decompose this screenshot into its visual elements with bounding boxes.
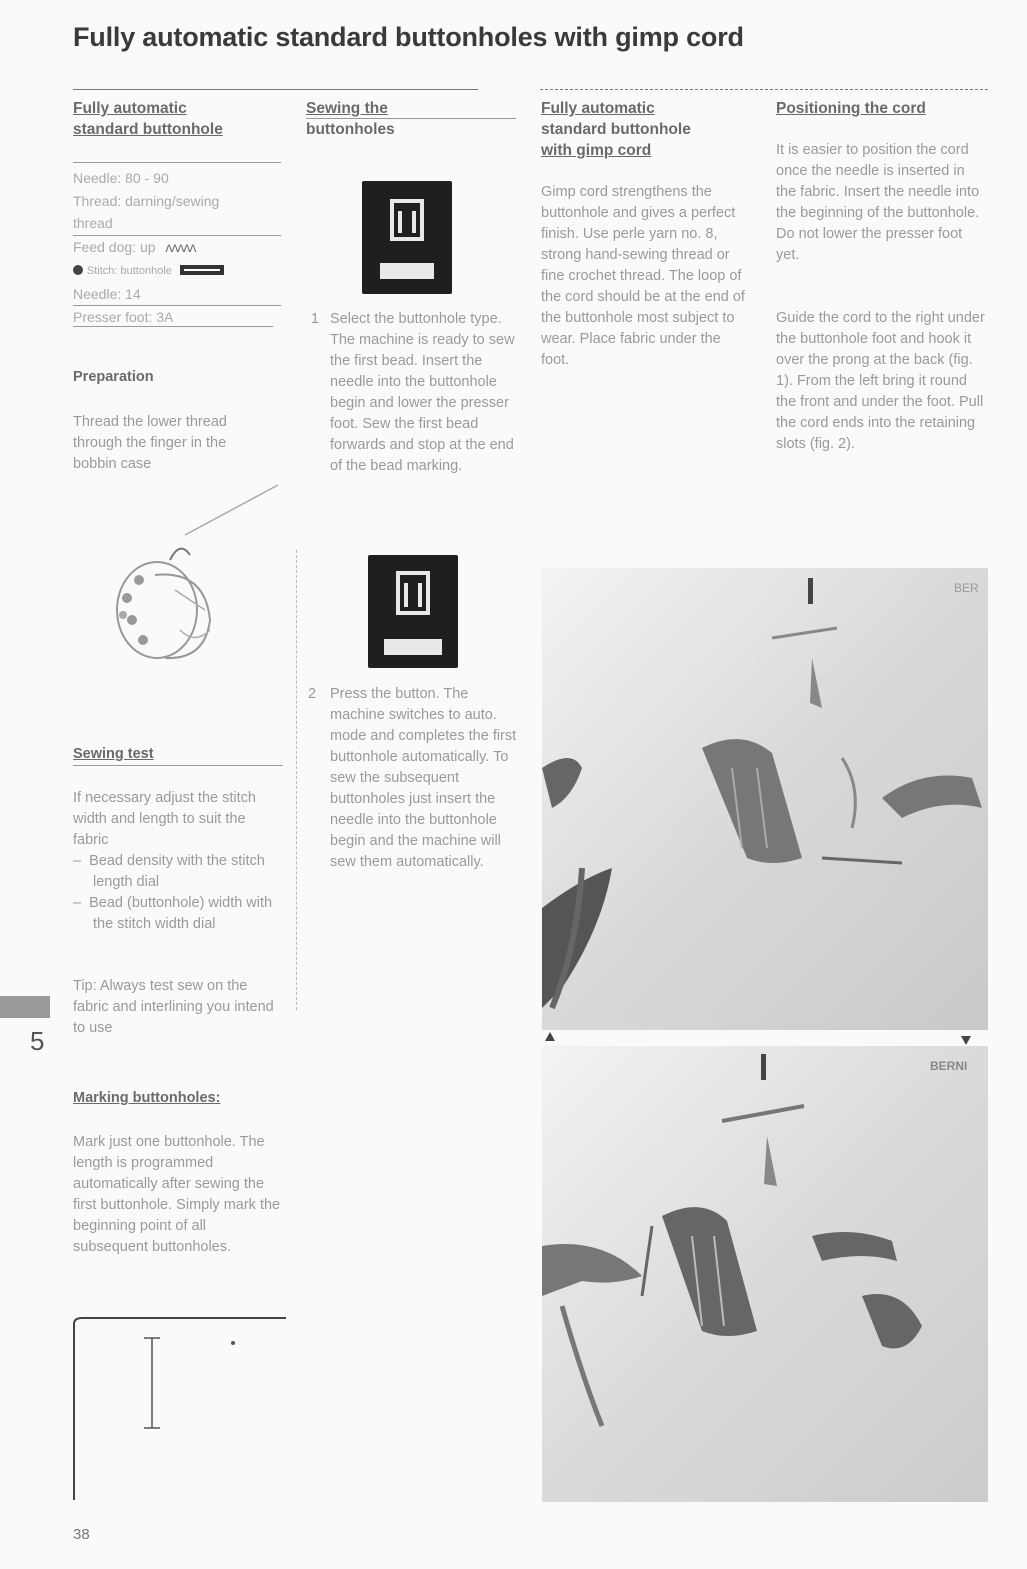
brand-label-2: BERNI	[930, 1059, 968, 1073]
preparation-text: Thread the lower thread through the finger in the bobbin case	[73, 414, 227, 472]
column-separator	[296, 550, 297, 1010]
photo-fig-1	[542, 568, 988, 1030]
spec-needle: Needle: 80 - 90	[73, 170, 169, 186]
spec-rule-top	[73, 162, 281, 163]
col3-text: Gimp cord strengthens the buttonhole and gives a perfect finish. Use perle yarn no. 8, strong hand-sewing thread or fine crochet thread. The loop of the cord should be at the end of the buttonhole most subject to wear. Place fabric under the foot.	[541, 184, 745, 368]
spec-presser-foot: Presser foot: 3A	[73, 309, 174, 325]
zigzag-icon: ʌʌʌʌʌ	[165, 238, 196, 255]
sewing-test-item-2: – Bead (buttonhole) width with the stitch width dial	[73, 895, 273, 932]
buttonhole-symbol-icon	[180, 265, 224, 275]
fig1-down-arrow-icon	[961, 1036, 971, 1045]
step2-number: 2	[308, 686, 317, 702]
marking-heading: Marking buttonholes:	[73, 1090, 221, 1106]
sewing-test-heading: Sewing test	[73, 746, 154, 762]
spec-feed-dog: Feed dog: up ʌʌʌʌʌ	[73, 238, 196, 255]
spec-stitch: Stitch: buttonhole	[73, 258, 283, 283]
sewing-test-rule	[73, 765, 283, 766]
sewing-test-list	[73, 851, 278, 935]
col4-heading: Positioning the cord	[776, 100, 926, 117]
spec-thread: Thread: darning/sewing	[73, 192, 220, 209]
spec-list	[73, 167, 283, 329]
chapter-number: 5	[30, 1026, 45, 1056]
stitch-dot-icon	[73, 265, 83, 275]
spec-needle-pos: Needle: 14	[73, 285, 141, 302]
step2-text: Press the button. The machine switches to auto. mode and completes the first buttonhole automatically. To sew the subsequent buttonholes just insert the needle into the buttonhole begin and the machine will sew them automatically.	[330, 686, 517, 870]
gimp-cord-fig2-illustration	[542, 1046, 988, 1502]
tip-text: Tip: Always test sew on the fabric and interlining you intend to use	[73, 978, 274, 1036]
buttonhole-display-icon-1	[362, 181, 452, 294]
bobbin-case-illustration	[95, 480, 285, 690]
step1-number: 1	[311, 311, 320, 327]
photo-fig-2	[542, 1046, 988, 1502]
top-rule-right	[540, 89, 988, 90]
spec-rule-bottom	[73, 326, 273, 327]
page-title: Fully automatic standard buttonholes with gimp cord	[73, 22, 744, 52]
display-panel-1	[362, 181, 452, 294]
spec-thread-2: thread	[73, 215, 113, 231]
brand-label-1: BER	[954, 581, 979, 595]
fig1-up-arrow-icon	[545, 1032, 555, 1041]
marking-text: Mark just one buttonhole. The length is programmed automatically after sewing the first buttonhole. Simply mark the beginning point of all subsequent buttonholes.	[73, 1134, 281, 1255]
preparation-heading: Preparation	[73, 369, 154, 385]
col2-heading: Sewing the buttonholes	[306, 100, 395, 138]
col3-heading: Fully automatic standard buttonhole with gimp cord	[541, 100, 691, 159]
col2-heading-rule	[306, 118, 516, 119]
col1-heading: Fully automatic standard buttonhole	[73, 100, 223, 138]
page-number: 38	[73, 1526, 90, 1543]
sewing-test-text: If necessary adjust the stitch width and length to suit the fabric	[73, 790, 256, 848]
chapter-tab	[0, 996, 50, 1018]
marking-illustration	[70, 1316, 288, 1502]
sewing-test-item-1: – Bead density with the stitch length dial	[73, 853, 265, 890]
gimp-cord-fig1-illustration	[542, 568, 988, 1030]
step1-text: Select the buttonhole type. The machine is ready to sew the first bead. Insert the needle into the buttonhole begin and lower the presser foot. Sew the first bead forwards and stop at the end of the bead marking.	[330, 311, 515, 474]
display-panel-2	[368, 555, 458, 668]
top-rule-left	[73, 89, 478, 90]
col4-text-2: Guide the cord to the right under the buttonhole foot and hook it over the prong at the back (fig. 1). From the left bring it round the front and under the foot. Pull the cord ends into the retaining slots (fig. 2).	[776, 310, 985, 452]
buttonhole-display-icon-2	[368, 555, 458, 668]
col4-text-1: It is easier to position the cord once the needle is inserted in the fabric. Insert the needle into the beginning of the buttonhole. Do not lower the presser foot yet.	[776, 142, 980, 263]
